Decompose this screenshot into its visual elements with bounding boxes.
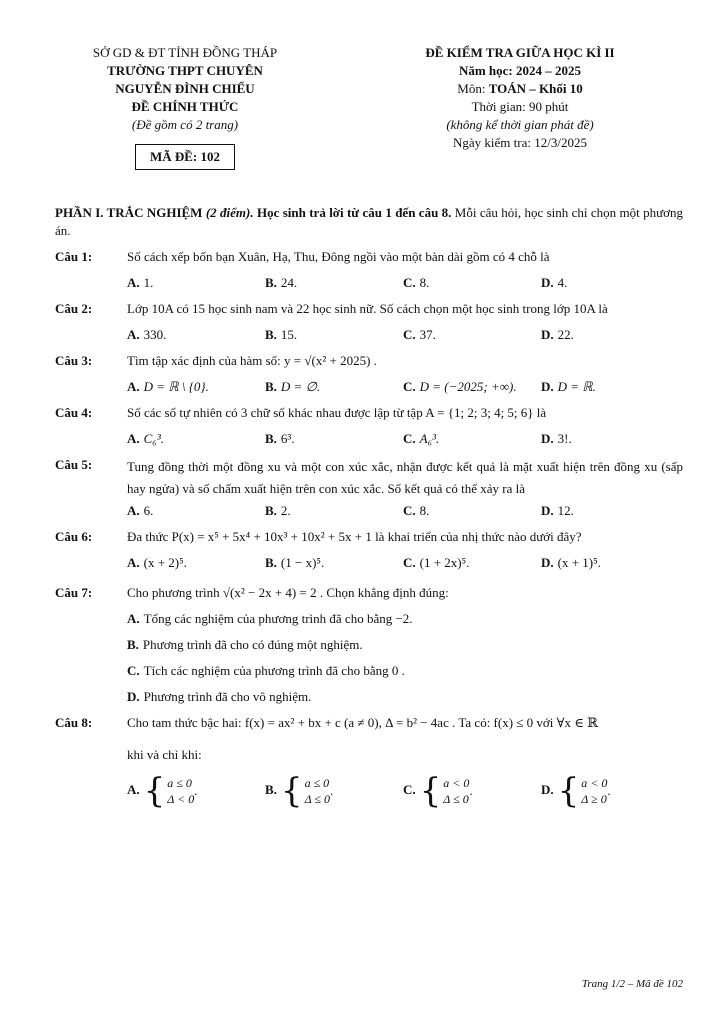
header-left	[55, 44, 315, 170]
system: { a < 0 Δ ≤ 0 .	[419, 771, 473, 811]
question-text: Cho tam thức bậc hai: f(x) = ax² + bx + c (a ≠ 0), Δ = b² − 4ac . Ta có: f(x) ≤ 0 với ∀x ∈ ℝ	[127, 715, 598, 730]
question-2	[55, 300, 683, 318]
option-text: 4.	[557, 275, 568, 290]
page-footer: Trang 1/2 – Mã đề 102	[581, 978, 683, 990]
system-line: a < 0	[443, 776, 470, 790]
question-text: Tung đồng thời một đồng xu và một con xúc xắc, nhận được kết quả là mặt xuất hiện trên đồng xu (sấp hay ngửa) và số chấm xuất hiện trên con xúc xắc. Số kết quả có thể xảy ra là	[127, 459, 683, 496]
option-text: Phương trình đã cho vô nghiệm.	[143, 689, 312, 704]
option-text: D = ℝ \ {0}.	[143, 379, 209, 394]
option-key: B.	[127, 637, 139, 652]
option-text: 8.	[419, 275, 430, 290]
question-6-options	[127, 554, 683, 572]
option-text: D = ∅.	[280, 379, 321, 394]
option-text: 22.	[557, 327, 574, 342]
exam-body	[55, 204, 684, 811]
question-text: Đa thức P(x) = x⁵ + 5x⁴ + 10x³ + 10x² + 5x + 1 là khai triển của nhị thức nào dưới đây?	[127, 529, 582, 544]
question-text: Tìm tập xác định của hàm số: y = √(x² + 2025) .	[127, 353, 377, 368]
option-key: D.	[541, 503, 554, 518]
option-d[interactable]	[541, 502, 679, 520]
option-text: 15.	[280, 327, 298, 342]
option-c[interactable]	[403, 378, 541, 396]
option-text: D = (−2025; +∞).	[419, 379, 517, 394]
option-c[interactable]	[403, 771, 541, 811]
option-key: D.	[541, 431, 554, 446]
question-text: Số cách xếp bốn bạn Xuân, Hạ, Thu, Đông ngồi vào một bàn dài gồm có 4 chỗ là	[127, 249, 550, 264]
option-key: A.	[127, 555, 140, 570]
question-label: Câu 4:	[55, 405, 93, 420]
question-8-continuation: khi và chỉ khi:	[127, 747, 202, 762]
option-text: 330.	[143, 327, 167, 342]
option-a[interactable]	[127, 502, 265, 520]
system: { a ≤ 0 Δ < 0 .	[143, 771, 198, 811]
option-key: A.	[127, 431, 140, 446]
option-text: D = ℝ.	[557, 379, 596, 394]
exam-date: Ngày kiểm tra: 12/3/2025	[453, 135, 587, 150]
part1-heading	[55, 204, 683, 240]
question-label: Câu 5:	[55, 457, 93, 472]
option-d[interactable]	[541, 554, 679, 572]
subject: TOÁN – Khối 10	[488, 81, 583, 96]
option-key: C.	[127, 663, 140, 678]
option-c[interactable]	[403, 274, 541, 292]
system-line: Δ ≥ 0	[581, 792, 607, 806]
question-6	[55, 528, 683, 546]
subject-prefix: Môn:	[457, 81, 489, 96]
option-key: D.	[541, 275, 554, 290]
option-text: (x + 1)⁵.	[557, 555, 601, 570]
system: { a < 0 Δ ≥ 0 .	[557, 771, 611, 811]
option-key: C.	[403, 555, 416, 570]
question-5-options	[127, 502, 683, 520]
question-4-options	[127, 430, 683, 448]
option-key: C.	[403, 275, 416, 290]
option-text: 1.	[143, 275, 154, 290]
option-key: C.	[403, 327, 416, 342]
statement-a[interactable]	[127, 610, 683, 628]
option-c[interactable]	[403, 502, 541, 520]
option-key: B.	[265, 379, 277, 394]
option-key: D.	[541, 327, 554, 342]
question-label: Câu 1:	[55, 249, 93, 264]
question-2-options	[127, 326, 683, 344]
question-5	[55, 456, 683, 500]
question-text: Lớp 10A có 15 học sinh nam và 22 học sinh nữ. Số cách chọn một học sinh trong lớp 10A là	[127, 301, 608, 316]
option-key: B.	[265, 781, 277, 797]
option-a[interactable]	[127, 771, 265, 811]
question-label: Câu 7:	[55, 585, 93, 600]
question-text: Số các số tự nhiên có 3 chữ số khác nhau được lập từ tập A = {1; 2; 3; 4; 5; 6} là	[127, 405, 547, 420]
option-text: 37.	[419, 327, 436, 342]
part1-points: (2 điểm).	[205, 205, 254, 220]
question-1-options	[127, 274, 683, 292]
option-text: (1 − x)⁵.	[280, 555, 325, 570]
option-text: 12.	[557, 503, 574, 518]
question-label: Câu 6:	[55, 529, 93, 544]
option-key: B.	[265, 431, 277, 446]
official-label: ĐỀ CHÍNH THỨC	[131, 99, 239, 114]
system-line: a ≤ 0	[304, 776, 330, 790]
option-text: 6³.	[280, 431, 295, 446]
statement-c[interactable]	[127, 662, 683, 680]
part1-instruction-bold: Học sinh trả lời từ câu 1 đến câu 8.	[256, 205, 452, 220]
part1-instruction: Mỗi câu hỏi, học sinh chỉ chọn một phương án.	[55, 205, 684, 238]
option-key: A.	[127, 611, 140, 626]
option-key: B.	[265, 327, 277, 342]
question-text: Cho phương trình √(x² − 2x + 4) = 2 . Chọn khẳng định đúng:	[127, 585, 449, 600]
option-b[interactable]	[265, 430, 403, 448]
option-d[interactable]	[541, 274, 679, 292]
option-key: A.	[127, 781, 140, 797]
option-text: 2.	[280, 503, 291, 518]
option-text: C₆³.	[143, 431, 164, 446]
option-key: C.	[403, 431, 416, 446]
option-c[interactable]	[403, 326, 541, 344]
option-text: A₆³.	[419, 431, 440, 446]
option-text: Phương trình đã cho có đúng một nghiệm.	[142, 637, 363, 652]
option-c[interactable]	[403, 430, 541, 448]
question-label: Câu 2:	[55, 301, 93, 316]
school-line-2: NGUYỄN ĐÌNH CHIỂU	[115, 81, 255, 96]
subject-line	[385, 80, 655, 98]
option-key: A.	[127, 503, 140, 518]
option-d[interactable]	[541, 771, 679, 811]
option-b[interactable]	[265, 274, 403, 292]
duration: Thời gian: 90 phút	[471, 99, 569, 114]
option-text: Tích các nghiệm của phương trình đã cho bằng 0 .	[143, 663, 405, 678]
system: { a ≤ 0 Δ ≤ 0 .	[280, 771, 334, 811]
option-key: D.	[541, 379, 554, 394]
statement-b[interactable]	[127, 636, 683, 654]
option-a[interactable]	[127, 430, 265, 448]
option-b[interactable]	[265, 378, 403, 396]
option-text: (x + 2)⁵.	[143, 555, 187, 570]
option-key: D.	[127, 689, 140, 704]
option-text: 6.	[143, 503, 154, 518]
option-d[interactable]	[541, 378, 679, 396]
brace-icon: {	[557, 771, 580, 811]
option-d[interactable]	[541, 326, 679, 344]
system-line: Δ < 0	[167, 792, 195, 806]
question-4	[55, 404, 683, 422]
duration-note: (không kể thời gian phát đề)	[446, 117, 594, 132]
question-label: Câu 3:	[55, 353, 93, 368]
option-text: Tổng các nghiệm của phương trình đã cho bằng −2.	[143, 611, 413, 626]
system-line: Δ ≤ 0	[443, 792, 469, 806]
option-a[interactable]	[127, 326, 265, 344]
school-line-1: TRƯỜNG THPT CHUYÊN	[107, 63, 263, 78]
question-label: Câu 8:	[55, 715, 93, 730]
option-b[interactable]	[265, 502, 403, 520]
system-line: Δ ≤ 0	[304, 792, 330, 806]
school-year: Năm học: 2024 – 2025	[458, 63, 582, 78]
option-key: B.	[265, 503, 277, 518]
question-7	[55, 584, 683, 602]
option-text: (1 + 2x)⁵.	[419, 555, 470, 570]
option-key: B.	[265, 555, 277, 570]
part1-title: PHẦN I. TRẮC NGHIỆM	[55, 205, 203, 220]
question-8-options	[127, 771, 683, 811]
question-1	[55, 248, 683, 266]
brace-icon: {	[280, 771, 303, 811]
option-key: A.	[127, 275, 140, 290]
option-text: 3!.	[557, 431, 572, 446]
option-key: A.	[127, 327, 140, 342]
exam-code-box: MÃ ĐỀ: 102	[135, 144, 235, 170]
option-key: D.	[541, 781, 554, 797]
option-a[interactable]	[127, 378, 265, 396]
brace-icon: {	[143, 771, 166, 811]
option-b[interactable]	[265, 554, 403, 572]
option-key: A.	[127, 379, 140, 394]
option-text: 8.	[419, 503, 430, 518]
exam-title: ĐỀ KIỂM TRA GIỮA HỌC KÌ II	[425, 45, 615, 60]
header-right	[385, 44, 655, 152]
question-8	[55, 714, 683, 732]
option-key: C.	[403, 379, 416, 394]
option-b[interactable]	[265, 326, 403, 344]
option-d[interactable]	[541, 430, 679, 448]
department: SỞ GD & ĐT TỈNH ĐỒNG THÁP	[92, 45, 278, 60]
option-a[interactable]	[127, 554, 265, 572]
brace-icon: {	[419, 771, 442, 811]
option-text: 24.	[280, 275, 298, 290]
system-line: a ≤ 0	[167, 776, 192, 790]
statement-d[interactable]	[127, 688, 683, 706]
option-a[interactable]	[127, 274, 265, 292]
question-3	[55, 352, 683, 370]
question-3-options	[127, 378, 683, 396]
option-c[interactable]	[403, 554, 541, 572]
option-key: D.	[541, 555, 554, 570]
option-b[interactable]	[265, 771, 403, 811]
option-key: C.	[403, 781, 416, 797]
system-line: a < 0	[581, 776, 608, 790]
page-count-note: (Đề gồm có 2 trang)	[131, 117, 239, 132]
option-key: B.	[265, 275, 277, 290]
option-key: C.	[403, 503, 416, 518]
